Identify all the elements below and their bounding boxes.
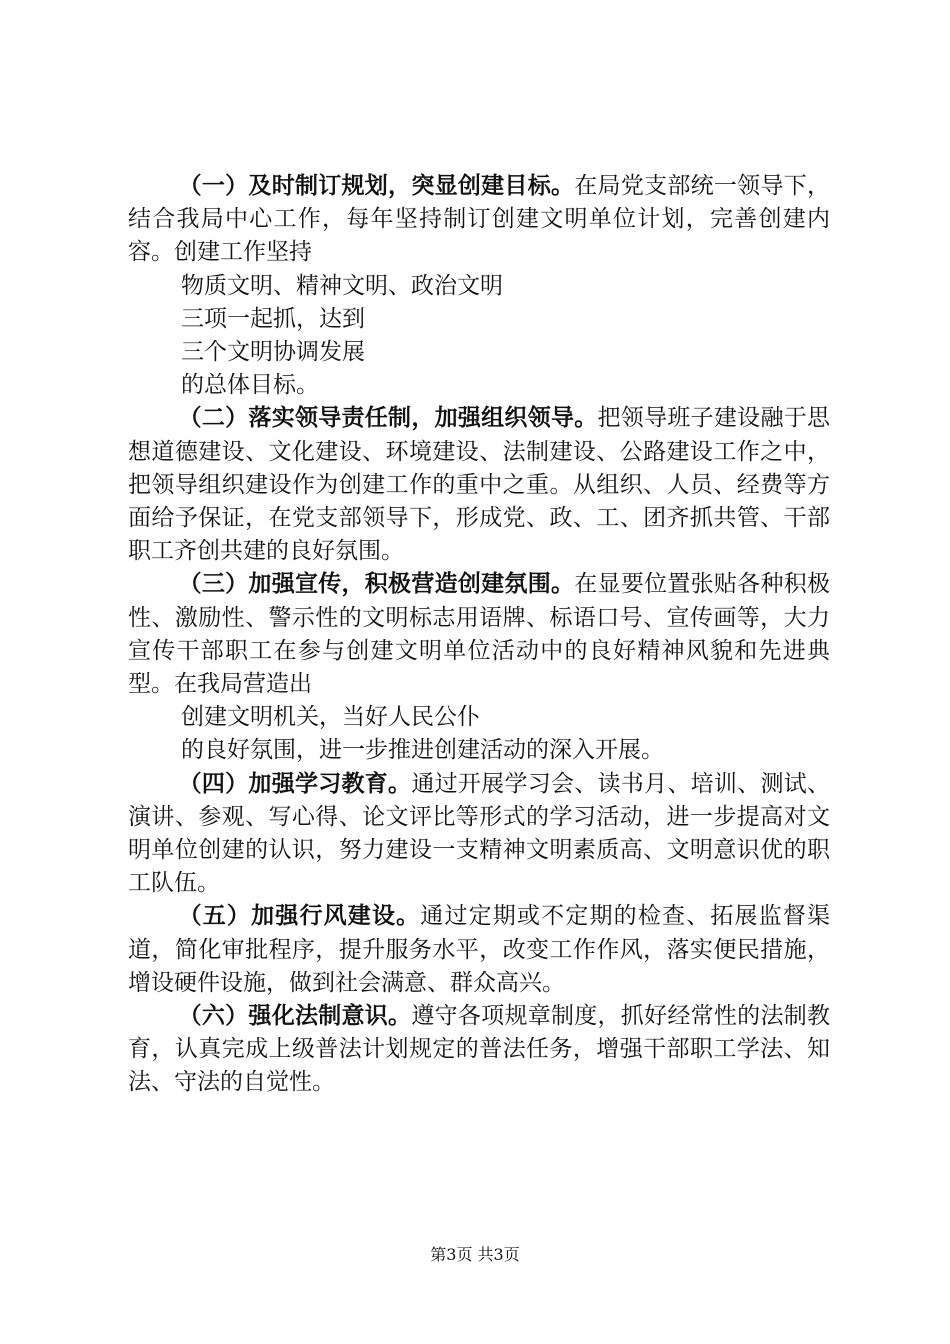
- paragraph-heading: （三）加强宣传，积极营造创建氛围。: [178, 571, 575, 598]
- paragraph-heading: （二）落实领导责任制，加强组织领导。: [178, 405, 598, 432]
- paragraph-text: 通过开展学习会、读书月、培训、测试、演讲、参观、写心得、论文评比等形式的学习活动，进一步提高对文明单位创建的认识，努力建设一支精神文明素质高、文明意识优的职工队伍。: [128, 770, 831, 897]
- paragraph-heading: （五）加强行风建设。: [178, 903, 421, 930]
- paragraph-1: [128, 170, 830, 270]
- paragraph-heading: （六）强化法制意识。: [178, 1003, 412, 1030]
- paragraph-2: [128, 402, 830, 568]
- quoted-line: 物质文明、精神文明、政治文明: [181, 272, 503, 299]
- page-number-footer: 第3页 共3页: [430, 1245, 520, 1264]
- paragraph-text: 通过定期或不定期的检查、拓展监督渠道，简化审批程序，提升服务水平，改变工作作风，落实便民措施，增设硬件设施，做到社会满意、群众高兴。: [128, 903, 831, 996]
- paragraph-6: [128, 1000, 830, 1100]
- quoted-line: 三项一起抓，达到: [181, 305, 365, 332]
- quoted-line: 的总体目标。: [181, 372, 319, 399]
- paragraph-5: [128, 900, 830, 1000]
- document-body: [128, 170, 830, 1100]
- paragraph-heading: （一）及时制订规划，突显创建目标。: [178, 173, 575, 199]
- paragraph-text: 遵守各项规章制度，抓好经常性的法制教育，认真完成上级普法计划规定的普法任务，增强干部职工学法、知法、守法的自觉性。: [128, 1003, 831, 1096]
- quoted-line: 三个文明协调发展: [181, 339, 365, 366]
- paragraph-text: 在局党支部统一领导下，结合我局中心工作，每年坚持制订创建文明单位计划，完善创建内容。创建工作坚持: [128, 173, 831, 266]
- paragraph-3: [128, 568, 830, 701]
- quoted-line: 创建文明机关，当好人民公仆: [181, 704, 480, 731]
- quoted-line: 的良好氛围，进一步推进创建活动的深入开展。: [181, 737, 664, 764]
- paragraph-text: 把领导班子建设融于思想道德建设、文化建设、环境建设、法制建设、公路建设工作之中，把领导组织建设作为创建工作的重中之重。从组织、人员、经费等方面给予保证，在党支部领导下，形成党、政、工、团齐抓共管、干部职工齐创共建的良好氛围。: [128, 405, 831, 565]
- paragraph-text: 在显要位置张贴各种积极性、激励性、警示性的文明标志用语牌、标语口号、宣传画等，大力宣传干部职工在参与创建文明单位活动中的良好精神风貌和先进典型。在我局营造出: [128, 571, 831, 698]
- paragraph-4: [128, 768, 830, 901]
- paragraph-heading: （四）加强学习教育。: [178, 770, 412, 797]
